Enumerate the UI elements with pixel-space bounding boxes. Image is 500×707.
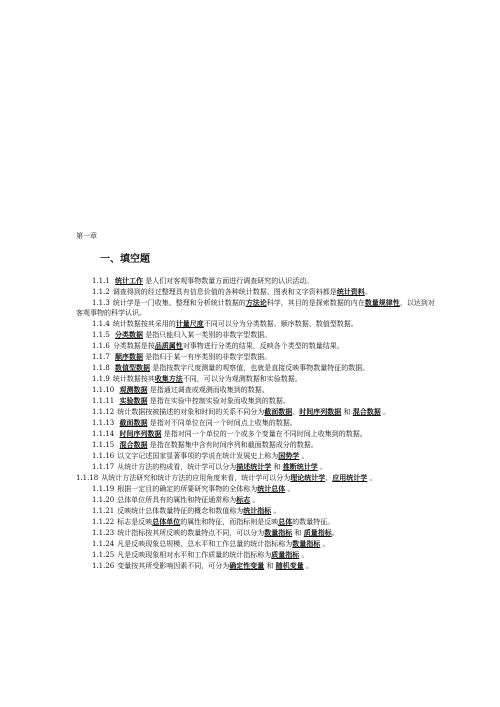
answer-blank: 标志: [236, 495, 251, 505]
item-text: 。: [250, 496, 260, 505]
item-number: 1.1.1: [92, 277, 110, 285]
item-number: 1.1.9: [92, 375, 110, 384]
fill-in-item: [76, 429, 436, 439]
item-number: 1.1.2: [92, 288, 110, 296]
answer-blank: 描述统计学: [236, 462, 272, 472]
fill-in-item: [76, 561, 436, 571]
item-number: 1.1.6: [92, 342, 110, 351]
item-text: 反映统计总体数量特征的概念和数值称为: [117, 507, 244, 516]
item-text: 凡是反映现象相对水平和工作质量的统计指标称为: [117, 551, 272, 560]
item-text: 、: [292, 408, 300, 417]
answer-blank: 截面数据: [119, 418, 148, 428]
answer-blank: 实验数据: [119, 396, 148, 406]
item-text: 统计数据按其采用的: [112, 320, 176, 329]
fill-in-item: [76, 462, 436, 472]
answer-blank: 顺序数据: [115, 352, 144, 362]
answer-blank: 质量指标: [303, 528, 332, 538]
answer-blank: 应用统计学: [332, 473, 368, 483]
answer-blank: 品质属性: [154, 341, 183, 351]
fill-in-item: [76, 506, 436, 516]
item-text: 。: [299, 452, 309, 461]
fill-in-item: [76, 517, 436, 527]
fill-in-item: [76, 440, 436, 450]
item-number: 1.1.11: [92, 397, 115, 406]
fill-in-item: [76, 385, 436, 395]
item-number: 1.1.10: [92, 386, 115, 395]
item-text: 是指通过调查或观测而收集到的数据。: [147, 386, 269, 395]
item-text: 统计数据按其: [112, 375, 155, 384]
item-number: 1.1.13: [92, 419, 115, 428]
item-text: 不同，可以分为观测数据和实验数据。: [182, 375, 302, 384]
answer-blank: 质量指标: [271, 550, 300, 560]
answer-blank: 计量尺度: [175, 319, 204, 329]
item-text: 。: [271, 507, 281, 516]
answer-blank: 数值型数据: [115, 363, 151, 373]
answer-blank: 时间序列数据: [299, 407, 342, 417]
item-text: 和: [271, 463, 283, 472]
item-text: 是指在数据集中含有时间序列和截面数据成分的数据。: [147, 441, 318, 450]
item-number: 1.1.20: [92, 496, 115, 505]
answer-blank: 数量指标: [264, 528, 293, 538]
item-text: 和: [264, 562, 276, 571]
item-text: 是指对同一个单位的一个或多个变量在不同时间上收集到的数据。: [161, 430, 367, 439]
answer-blank: 总体: [278, 517, 293, 527]
answer-blank: 统计资料: [336, 287, 365, 296]
fill-in-item: [76, 451, 436, 461]
fill-in-item: [76, 484, 436, 494]
item-text: 。: [299, 551, 309, 560]
answer-blank: 方法论: [245, 298, 267, 307]
item-number: 1.1.7: [92, 353, 110, 362]
item-number: 1.1.19: [92, 485, 115, 494]
answer-blank: 收集方法: [154, 374, 183, 384]
item-text: 统计数据按被描述的对象和时间的关系不同分为: [117, 408, 265, 417]
answer-blank: 随机变量: [275, 561, 304, 571]
item-text: 和: [292, 529, 304, 538]
fill-in-item: [76, 550, 436, 560]
fill-in-item: [76, 495, 436, 505]
item-number: 1.1.17: [92, 463, 115, 472]
item-number: 1.1.24: [92, 540, 115, 549]
answer-blank: 统计工作: [115, 276, 144, 285]
fill-in-item: [76, 374, 436, 384]
item-number: 1.1.18: [76, 474, 99, 483]
fill-in-item: [76, 473, 436, 483]
item-text: 是指归于某一有序类别的非数字型数据。: [143, 353, 272, 362]
item-number: 1.1.3: [92, 299, 110, 307]
fill-in-item: [76, 319, 436, 329]
item-text: 对事物进行分类的结果，反映各个类型的数量结果。: [182, 342, 344, 351]
item-text: 的数量特征。: [292, 518, 335, 527]
item-text: 、: [325, 474, 333, 483]
item-text: 是指只能归入某一类别的非数字型数据。: [143, 331, 272, 340]
item-text: 标志是反映: [117, 518, 153, 527]
item-number: 1.1.12: [92, 408, 115, 417]
item-number: 1.1.25: [92, 551, 115, 560]
fill-in-item: [76, 330, 436, 340]
item-text: 变量按其所受影响因素不同，可分为: [117, 562, 230, 571]
item-text: 从统计方法的构成看，统计学可以分为: [117, 463, 237, 472]
section-title: 一、填空题: [100, 254, 150, 265]
fill-in-item: [76, 352, 436, 362]
answer-blank: 混合数据: [119, 440, 148, 450]
item-text: 科学，其目的是探索数据的内在: [266, 299, 365, 307]
answer-blank: 分类数据: [115, 330, 144, 340]
answer-blank: 确定性变量: [229, 561, 265, 571]
item-text: 。: [331, 529, 339, 538]
item-number: 1.1.26: [92, 562, 115, 571]
item-text: 和: [341, 408, 353, 417]
item-text: 是指在实验中控制实验对象而收集到的数据。: [147, 397, 290, 406]
fill-in-item: [76, 363, 436, 373]
fill-in-item: [76, 341, 436, 351]
item-text: 。: [303, 562, 313, 571]
item-text: 是指按数字尺度测量的观察值，也就是直接反映事物数量特征的数据。: [150, 364, 370, 373]
fill-in-item: [76, 539, 436, 549]
fill-in-item: [76, 298, 436, 319]
item-number: 1.1.8: [92, 364, 110, 373]
item-text: 。: [364, 288, 372, 296]
item-text: 根据一定目的确定的所要研究事物的全体称为: [117, 485, 258, 494]
answer-blank: 时间序列数据: [119, 429, 162, 439]
fill-in-item: [76, 528, 436, 538]
fill-in-item: [76, 396, 436, 406]
fill-in-item: [76, 418, 436, 428]
answer-blank: 截面数据: [264, 407, 293, 417]
item-number: 1.1.15: [92, 441, 115, 450]
item-text: 是人们对客观事物数量方面进行调查研究的认识活动。: [143, 277, 314, 285]
item-text: 。: [317, 463, 327, 472]
chapter-heading: 第一章: [76, 232, 97, 240]
item-text: 不同可以分为分类数据、顺序数据、数值型数据。: [203, 320, 358, 329]
item-text: 以文字记述国家显著事项的学说在统计发展史上称为: [117, 452, 279, 461]
item-number: 1.1.5: [92, 331, 110, 340]
item-text: 调查得到的经过整理具有信息价值的各种统计数据、图表和文字资料都是: [112, 288, 337, 296]
item-number: 1.1.4: [92, 320, 110, 329]
item-text: 。: [320, 540, 330, 549]
answer-blank: 数量规律性: [364, 298, 400, 307]
answer-blank: 统计指标: [243, 506, 272, 516]
item-text: 。: [380, 408, 390, 417]
item-text: 凡是反映现象总规模、总水平和工作总量的统计指标称为: [117, 540, 293, 549]
answer-blank: 观测数据: [119, 385, 148, 395]
item-text: 统计指标按其所反映的数量特点不同，可以分为: [117, 529, 265, 538]
fill-in-item: [76, 287, 436, 297]
item-number: 1.1.16: [92, 452, 115, 461]
answer-blank: 理论统计学: [290, 473, 326, 483]
answer-blank: 国势学: [278, 451, 300, 461]
item-number: 1.1.22: [92, 518, 115, 527]
item-text: 统计学是一门收集、整理和分析统计数据的: [112, 299, 246, 307]
item-text: 。: [367, 474, 377, 483]
fill-in-item: [76, 276, 436, 286]
answer-blank: 统计总体: [257, 484, 286, 494]
answer-blank: 推断统计学: [282, 462, 318, 472]
item-text: 分类数据是按: [112, 342, 155, 351]
item-text: 。: [285, 485, 295, 494]
item-text: 是指对不同单位在同一个时间点上收集的数据。: [147, 419, 297, 428]
item-text: 的属性和特征，而指标则是反映: [180, 518, 279, 527]
question-list: [76, 276, 436, 572]
item-number: 1.1.21: [92, 507, 115, 516]
item-number: 1.1.14: [92, 430, 115, 439]
item-text: ，以达到对客观事物的科学认识。: [76, 299, 435, 318]
item-text: 总体单位所具有的属性和特征通常称为: [117, 496, 237, 505]
item-number: 1.1.23: [92, 529, 115, 538]
fill-in-item: [76, 407, 436, 417]
answer-blank: 总体单位: [152, 517, 181, 527]
answer-blank: 数量指标: [292, 539, 321, 549]
answer-blank: 混合数据: [352, 407, 381, 417]
item-text: 从统计方法研究和统计方法的应用角度来看，统计学可以分为: [101, 474, 291, 483]
